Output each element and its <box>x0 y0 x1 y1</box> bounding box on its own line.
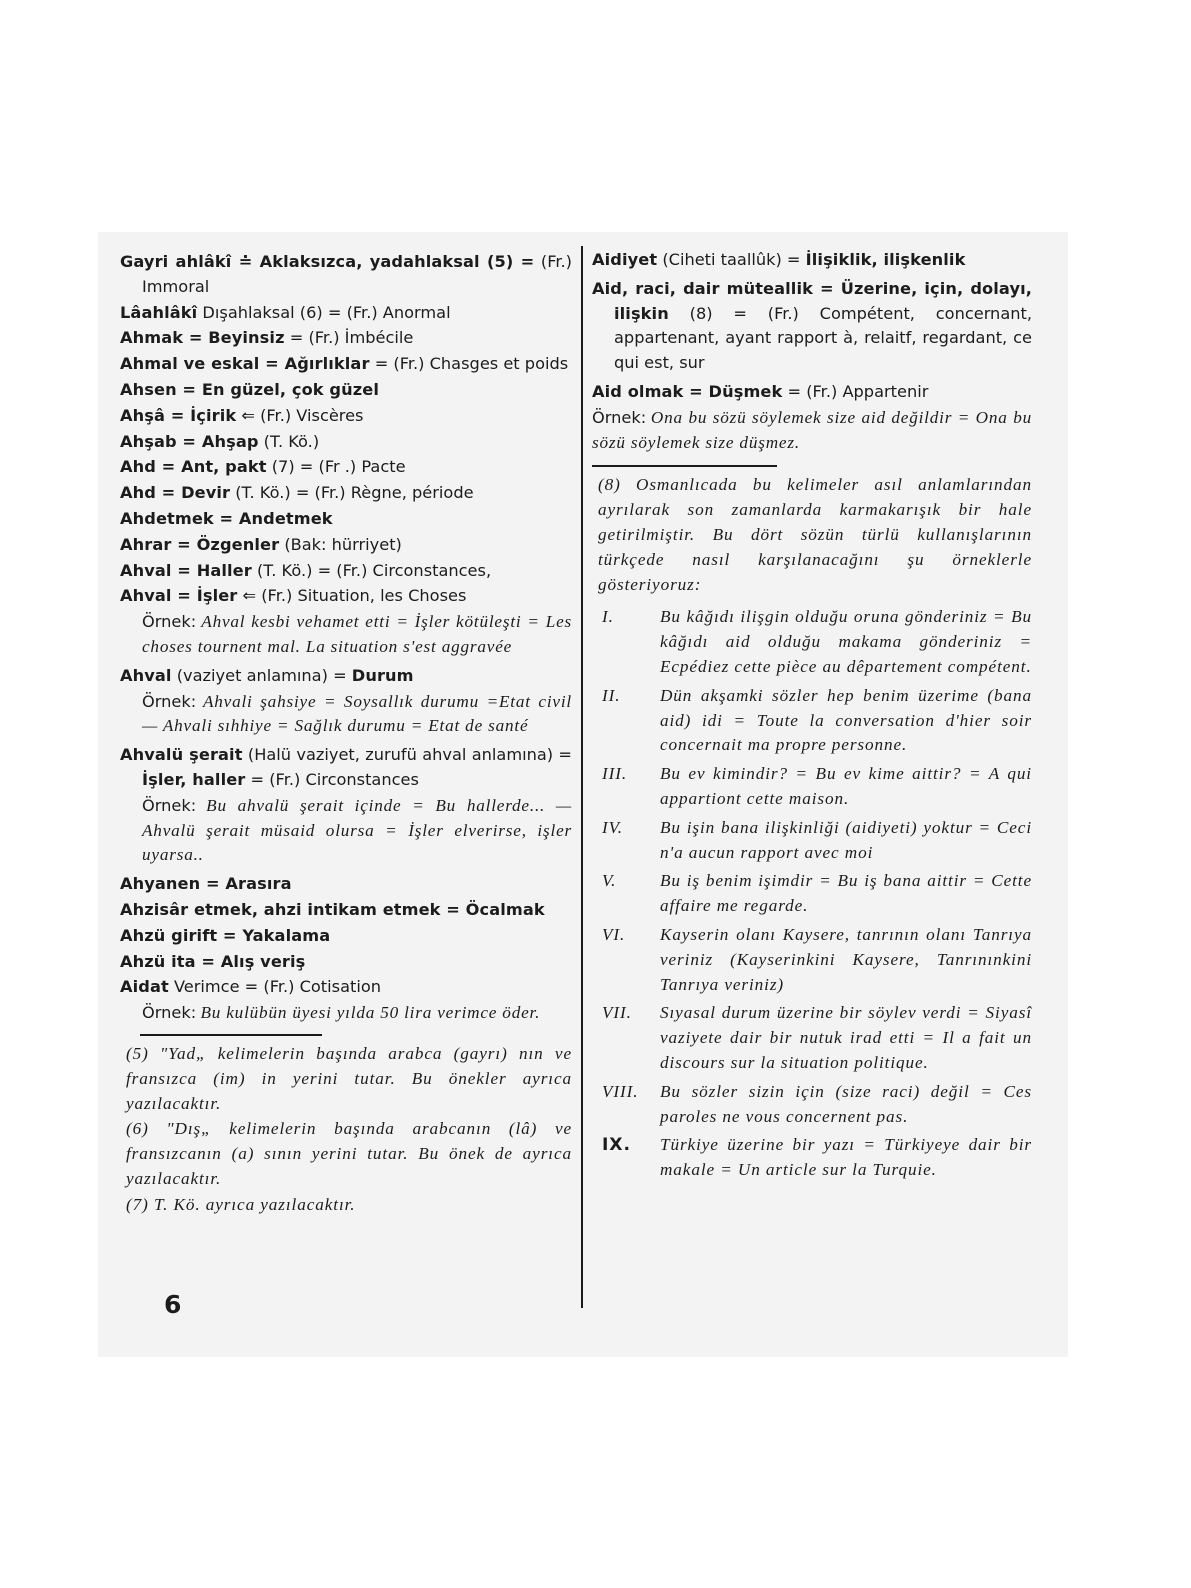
entry-list <box>120 250 572 583</box>
numbered-example <box>592 1001 1032 1075</box>
numbered-example <box>592 605 1032 679</box>
numbered-example <box>592 1080 1032 1130</box>
entry-aid-olmak: Aid olmak = Düşmek = (Fr.) Appartenir <box>592 381 929 401</box>
footnote-8: (8) Osmanlıcada bu kelimeler asıl anlamlarından ayrılarak son zamanlarda karmakarışık bir hale getirilmiştir. Bu dört sözün türlü kullanışlarının türkçede nasıl karşılanacağını şu örneklerle gösteriyoruz: <box>598 475 1032 594</box>
numbered-example <box>592 684 1032 758</box>
numbered-example <box>592 762 1032 812</box>
footnote-7: (7) T. Kö. ayrıca yazılacaktır. <box>126 1194 356 1214</box>
dictionary-entry: Ahyanen = Arasıra <box>120 874 292 894</box>
page-number: 6 <box>164 1290 182 1319</box>
footnotes <box>120 1042 572 1218</box>
numbered-examples <box>592 605 1032 1183</box>
dictionary-entry: Ahval = Haller (T. Kö.) = (Fr.) Circonstances, <box>120 560 492 580</box>
column-divider <box>581 246 583 1308</box>
dictionary-entry: Ahd = Devir (T. Kö.) = (Fr.) Règne, période <box>120 483 474 503</box>
example-text: Bu kâğıdı ilişgin olduğu oruna gönderiniz = Bu kâğıdı aid olduğu makama gönderiniz = Ecpédiez cette pièce au dêpartement compétent. <box>660 607 1032 676</box>
dictionary-entry: Ahmak = Beyinsiz = (Fr.) İmbécile <box>120 328 414 348</box>
numbered-example <box>592 816 1032 866</box>
dictionary-entry: Ahşâ = İçirik ⇐ (Fr.) Viscères <box>120 405 364 425</box>
entry-ahval-durum: Ahval (vaziyet anlamına) = Durum <box>120 665 414 685</box>
numbered-example <box>592 1133 1032 1183</box>
dictionary-entry: Ahd = Ant, pakt (7) = (Fr .) Pacte <box>120 457 406 477</box>
dictionary-entry: Gayri ahlâkî ≐ Aklaksızca, yadahlaksal (5) = (Fr.) Immoral <box>120 252 572 296</box>
example-number: IV. <box>602 817 624 837</box>
dictionary-entry: Ahmal ve eskal = Ağırlıklar = (Fr.) Chasges et poids <box>120 354 569 374</box>
example-text: Bu ev kimindir? = Bu ev kime aittir? = A qui appartiont cette maison. <box>660 764 1032 808</box>
example-number: II. <box>602 685 621 705</box>
example-number: IX. <box>602 1135 631 1156</box>
entry-aidiyet: Aidiyet (Ciheti taallûk) = İlişiklik, ilişkenlik <box>592 250 966 269</box>
dictionary-entry: Lâahlâkî Dışahlaksal (6) = (Fr.) Anormal <box>120 302 451 322</box>
example-number: VII. <box>602 1003 632 1023</box>
entry-aid: Aid, raci, dair müteallik = Üzerine, için, dolayı, ilişkin (8) = (Fr.) Compétent, concernant, appartenant, ayant rapport à, relaitf, regardant, ce qui est, sur <box>592 278 1032 373</box>
dictionary-entry: Ahzisâr etmek, ahzi intikam etmek = Öcalmak <box>120 899 545 919</box>
dictionary-entry: Aidat Verimce = (Fr.) Cotisation <box>120 977 382 997</box>
entry-ahval-isler: Ahval = İşler ⇐ (Fr.) Situation, les Choses <box>120 586 467 606</box>
numbered-example <box>592 869 1032 919</box>
example: Örnek: Ona bu sözü söylemek size aid değildir = Ona bu sözü söylemek size düşmez. <box>592 407 1032 452</box>
example-text: Bu iş benim işimdir = Bu iş bana aittir = Cette affaire me regarde. <box>660 871 1032 916</box>
example-number: VIII. <box>602 1081 639 1101</box>
example: Örnek: Bu ahvalü şerait içinde = Bu hallerde... — Ahvalü şerait müsaid olursa = İşler elverirse, işler uyarsa.. <box>142 795 573 865</box>
example-text: Türkiye üzerine bir yazı = Türkiyeye dair bir makale = Un article sur la Turquie. <box>660 1135 1032 1180</box>
example-number: I. <box>602 607 614 627</box>
dictionary-entry: Ahsen = En güzel, çok güzel <box>120 379 379 399</box>
example-text: Bu sözler sizin için (size raci) değil = Ces paroles ne vous concernent pas. <box>660 1081 1032 1126</box>
example: Örnek: Ahvali şahsiye = Soysallık durumu =Etat civil — Ahvali sıhhiye = Sağlık durumu = Etat de santé <box>142 691 573 736</box>
dictionary-entry: Ahzü girift = Yakalama <box>120 925 331 945</box>
example-number: V. <box>602 871 617 891</box>
example-text: Bu işin bana ilişkinliği (aidiyeti) yoktur = Ceci n'a aucun rapport avec moi <box>660 817 1032 862</box>
example-number: III. <box>602 764 628 784</box>
example: Örnek: Bu kulübün üyesi yılda 50 lira verimce öder. <box>142 1003 541 1023</box>
dictionary-entry: Ahzü ita = Alış veriş <box>120 951 306 971</box>
left-column <box>120 250 572 1218</box>
dictionary-entry: Ahşab = Ahşap (T. Kö.) <box>120 431 320 451</box>
example-text: Kayserin olanı Kaysere, tanrının olanı Tanrıya veriniz (Kayserinkini Kaysere, Tanrınınkini Tanrıya veriniz) <box>660 924 1032 994</box>
footnote-6: (6) "Dış„ kelimelerin başında arabcanın (lâ) ve fransızcanın (a) sının yerini tutar. Bu önek de ayrıca yazılacaktır. <box>126 1119 572 1188</box>
dictionary-entry: Ahdetmek = Andetmek <box>120 508 333 528</box>
entry-list <box>120 872 572 1000</box>
footnote-5: (5) "Yad„ kelimelerin başında arabca (gayrı) nın ve fransızca (im) in yerini tutar. Bu önekler ayrıca yazılacaktır. <box>126 1043 572 1113</box>
right-column <box>592 248 1032 1187</box>
example-text: Dün akşamki sözler hep benim üzerime (bana aid) idi = Toute la conversation d'hier soir concernait ma propre personne. <box>660 685 1032 755</box>
entry-ahvalu-serait: Ahvalü şerait (Halü vaziyet, zurufü ahval anlamına) = İşler, haller = (Fr.) Circonstances <box>120 745 572 789</box>
dictionary-entry: Ahrar = Özgenler (Bak: hürriyet) <box>120 534 402 554</box>
footnote-rule <box>140 1034 322 1036</box>
example-number: VI. <box>602 924 626 944</box>
footnote-rule <box>592 465 777 467</box>
numbered-example <box>592 923 1032 997</box>
example: Örnek: Ahval kesbi vehamet etti = İşler kötüleşti = Les choses tournent mal. La situation s'est aggravée <box>142 612 572 656</box>
example-text: Sıyasal durum üzerine bir söylev verdi = Siyasî vaziyete dair bir nutuk irad etti = Il a fait un discours sur la situation politique. <box>660 1003 1032 1072</box>
